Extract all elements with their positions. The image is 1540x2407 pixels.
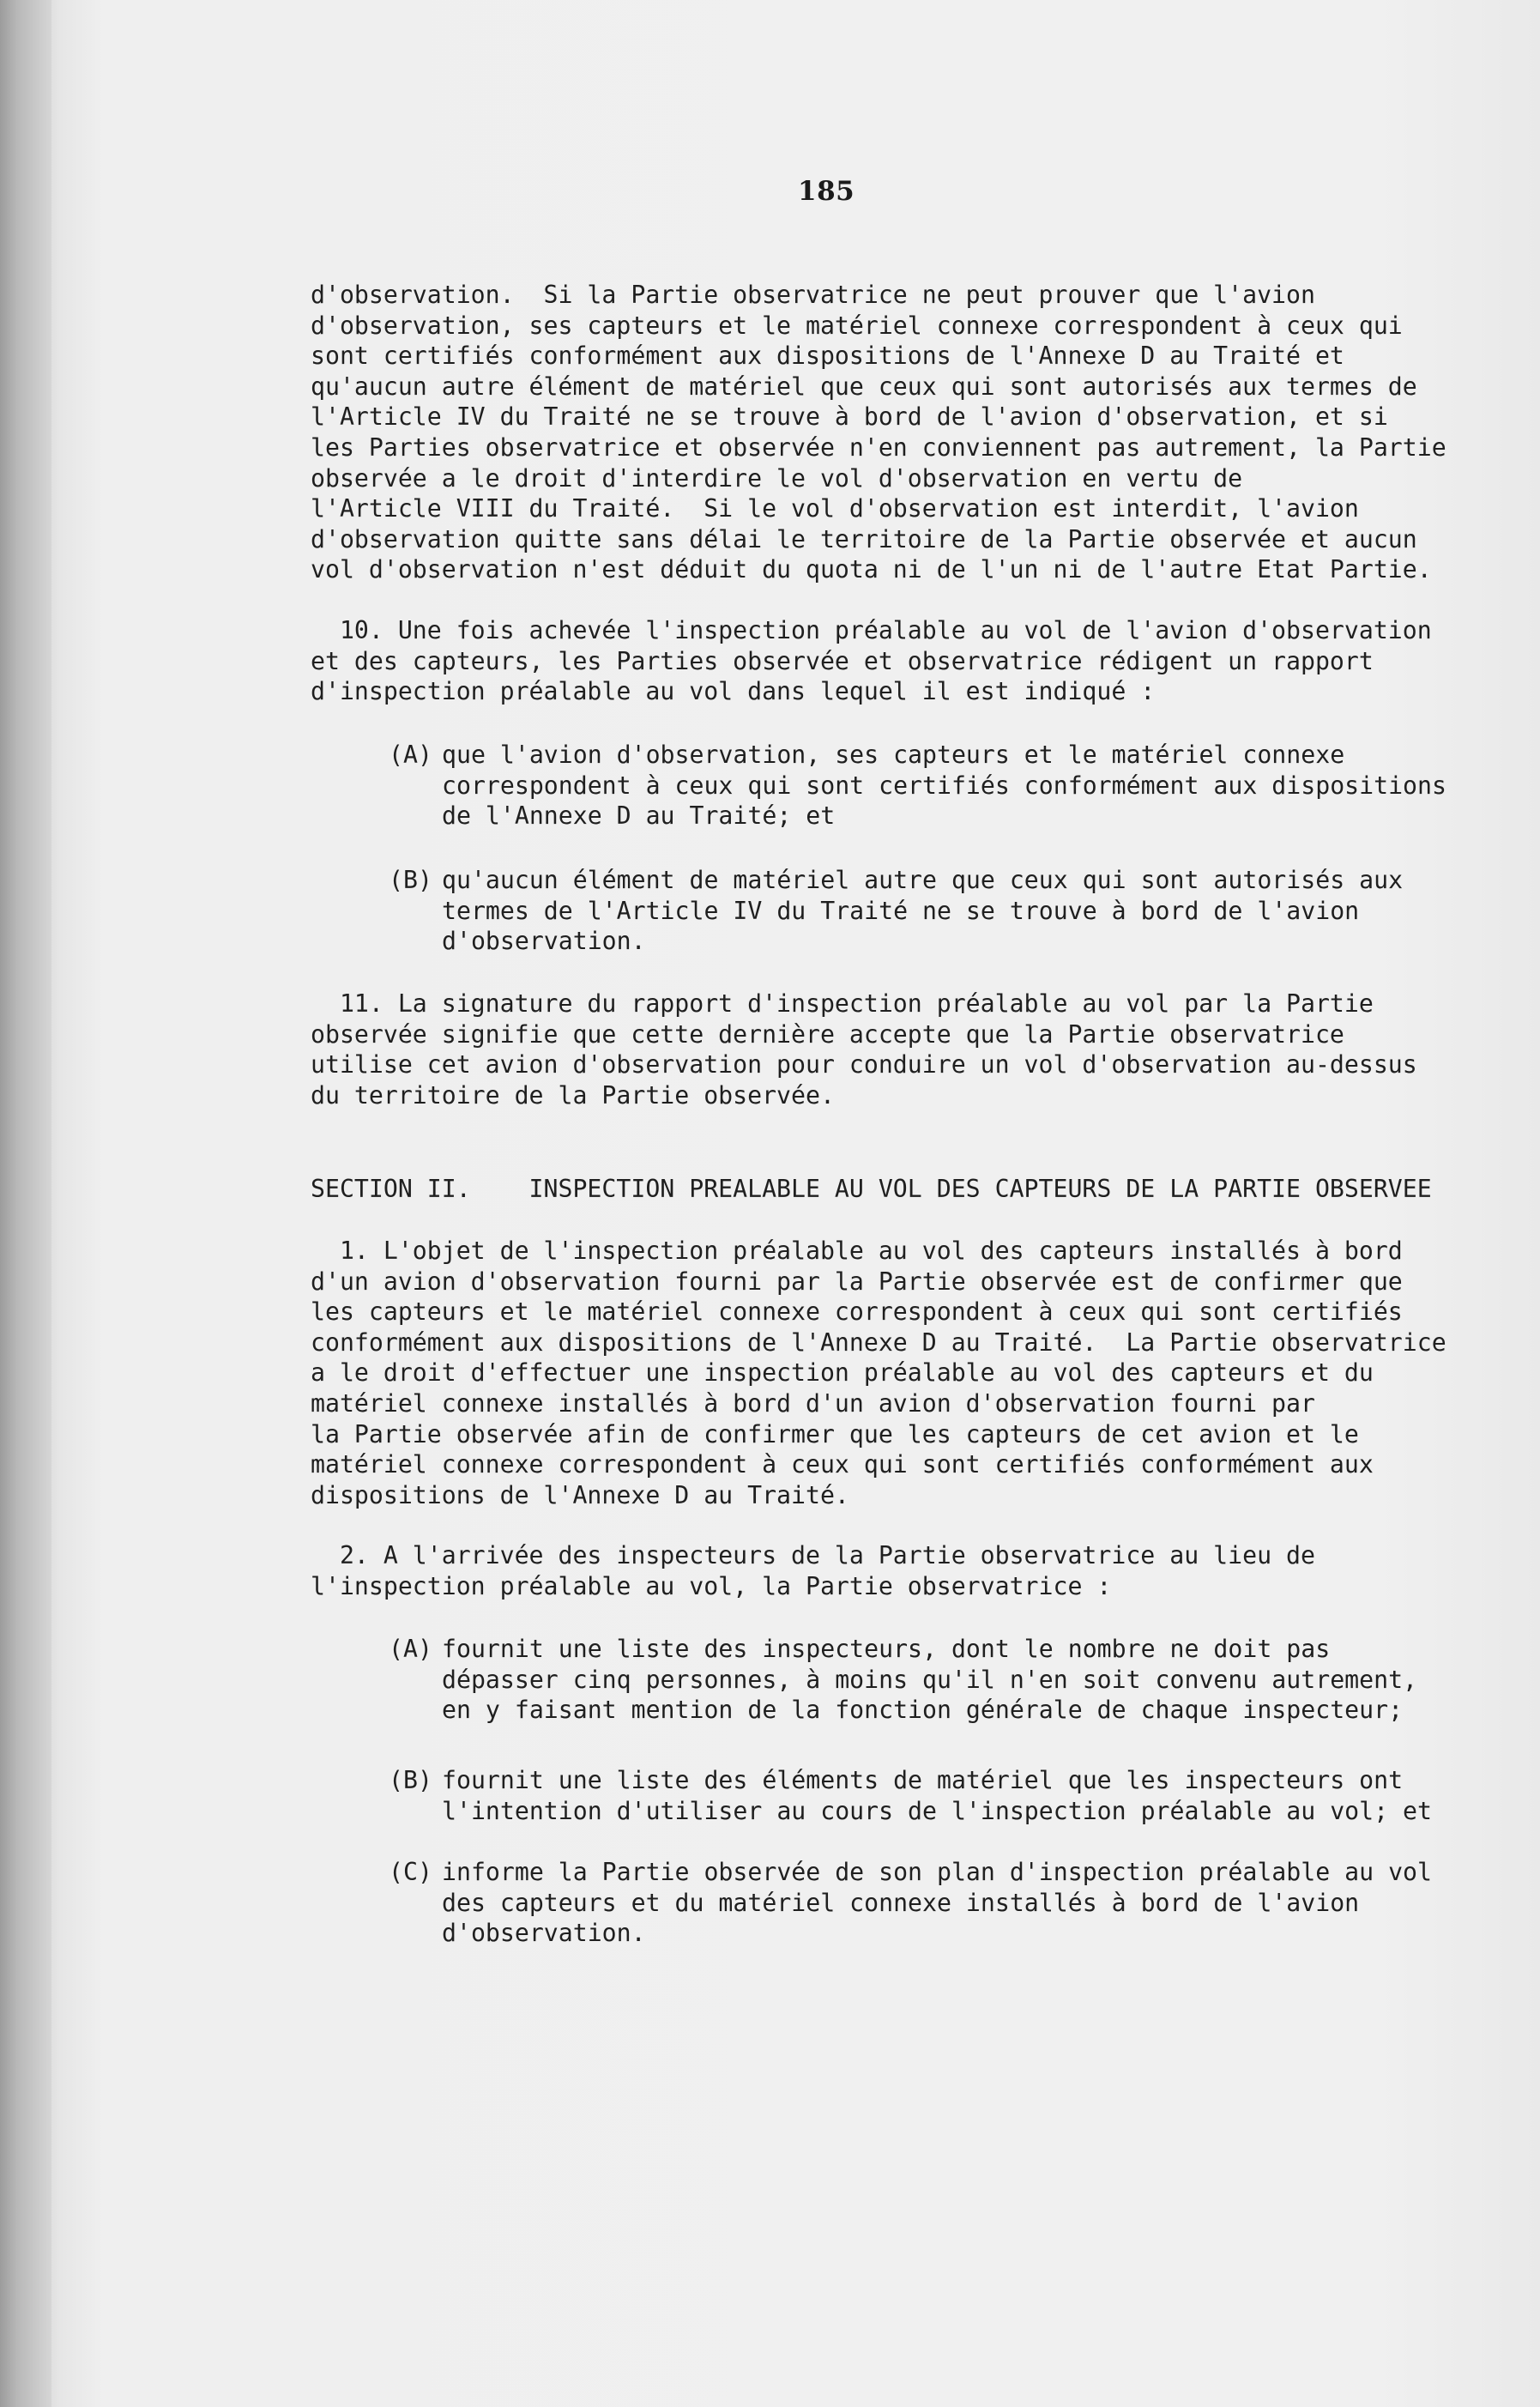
text-line: utilise cet avion d'observation pour conduire un vol d'observation au-dessus [311, 1050, 1417, 1080]
text-line: d'observation, ses capteurs et le matériel connexe correspondent à ceux qui [311, 311, 1403, 340]
page-number: 185 [798, 176, 855, 207]
text-line: et des capteurs, les Parties observée et observatrice rédigent un rapport [311, 646, 1374, 675]
page-spine-shadow [0, 0, 51, 2407]
text-line: de l'Annexe D au Traité; et [442, 801, 836, 831]
text-line: l'intention d'utiliser au cours de l'inspection préalable au vol; et [442, 1796, 1432, 1825]
text-line: sont certifiés conformément aux dispositions de l'Annexe D au Traité et [311, 342, 1344, 371]
section-2-paragraph-2-b [442, 1765, 1432, 1826]
section-2-paragraph-2 [311, 1540, 1315, 1601]
text-line: observée a le droit d'interdire le vol d'observation en vertu de [311, 463, 1243, 493]
text-line: observée signifie que cette dernière accepte que la Partie observatrice [311, 1019, 1344, 1049]
text-line: les capteurs et le matériel connexe correspondent à ceux qui sont certifiés [311, 1297, 1403, 1327]
text-line: matériel connexe correspondent à ceux qui sont certifiés conformément aux [311, 1450, 1374, 1479]
text-line: l'inspection préalable au vol, la Partie observatrice : [311, 1571, 1112, 1600]
section-2-paragraph-1 [311, 1236, 1446, 1510]
text-line: d'observation. Si la Partie observatrice ne peut prouver que l'avion [311, 281, 1315, 309]
text-line: dispositions de l'Annexe D au Traité. [311, 1480, 849, 1509]
section-2-paragraph-2-c [442, 1857, 1432, 1949]
text-line: fournit une liste des inspecteurs, dont le nombre ne doit pas [442, 1635, 1331, 1663]
text-line: 11. La signature du rapport d'inspection préalable au vol par la Partie [311, 989, 1374, 1018]
text-line: l'Article IV du Traité ne se trouve à bord de l'avion d'observation, et si [311, 402, 1388, 432]
text-line: d'observation quitte sans délai le territoire de la Partie observée et aucun [311, 524, 1417, 553]
text-line: du territoire de la Partie observée. [311, 1080, 835, 1110]
text-line: 1. L'objet de l'inspection préalable au vol des capteurs installés à bord [311, 1237, 1403, 1265]
text-line: les Parties observatrice et observée n'en conviennent pas autrement, la Partie [311, 432, 1446, 462]
text-line: l'Article VIII du Traité. Si le vol d'observation est interdit, l'avion [311, 494, 1359, 523]
text-line: a le droit d'effectuer une inspection préalable au vol des capteurs et du [311, 1358, 1374, 1388]
text-line: dépasser cinq personnes, à moins qu'il n'en soit convenu autrement, [442, 1665, 1418, 1694]
section-heading: SECTION II. INSPECTION PREALABLE AU VOL DES CAPTEURS DE LA PARTIE OBSERVEE [311, 1175, 1432, 1203]
section-2-paragraph-2-b-label: (B) [389, 1766, 432, 1794]
paragraph-intro [311, 280, 1446, 585]
text-line: vol d'observation n'est déduit du quota ni de l'un ni de l'autre Etat Partie. [311, 555, 1432, 584]
paragraph-10-a-label: (A) [389, 741, 432, 769]
paragraph-10-a [442, 740, 1446, 832]
text-line: termes de l'Article IV du Traité ne se trouve à bord de l'avion [442, 896, 1360, 925]
text-line: en y faisant mention de la fonction générale de chaque inspecteur; [442, 1696, 1404, 1725]
paragraph-10 [311, 615, 1432, 707]
text-line: matériel connexe installés à bord d'un avion d'observation fourni par [311, 1388, 1315, 1418]
text-line: des capteurs et du matériel connexe installés à bord de l'avion [442, 1888, 1360, 1917]
text-line: la Partie observée afin de confirmer que les capteurs de cet avion et le [311, 1419, 1359, 1448]
text-line: correspondent à ceux qui sont certifiés conformément aux dispositions [442, 771, 1446, 800]
text-line: fournit une liste des éléments de matériel que les inspecteurs ont [442, 1766, 1404, 1794]
section-2-paragraph-2-c-label: (C) [389, 1858, 432, 1886]
text-line: 10. Une fois achevée l'inspection préalable au vol de l'avion d'observation [311, 616, 1432, 644]
text-line: conformément aux dispositions de l'Annexe D au Traité. La Partie observatrice [311, 1327, 1446, 1357]
text-line: d'observation. [442, 927, 646, 956]
text-line: d'inspection préalable au vol dans lequel il est indiqué : [311, 677, 1156, 706]
text-line: d'observation. [442, 1919, 646, 1948]
text-line: qu'aucun autre élément de matériel que ceux qui sont autorisés aux termes de [311, 372, 1417, 401]
section-2-paragraph-2-a [442, 1634, 1417, 1726]
paragraph-10-b [442, 865, 1403, 957]
text-line: informe la Partie observée de son plan d'inspection préalable au vol [442, 1858, 1432, 1886]
paragraph-11 [311, 989, 1417, 1110]
text-line: qu'aucun élément de matériel autre que ceux qui sont autorisés aux [442, 866, 1404, 894]
text-line: d'un avion d'observation fourni par la Partie observée est de confirmer que [311, 1267, 1403, 1296]
text-line: 2. A l'arrivée des inspecteurs de la Partie observatrice au lieu de [311, 1541, 1315, 1569]
section-2-paragraph-2-a-label: (A) [389, 1635, 432, 1663]
text-line: que l'avion d'observation, ses capteurs et le matériel connexe [442, 741, 1345, 769]
paragraph-10-b-label: (B) [389, 866, 432, 894]
